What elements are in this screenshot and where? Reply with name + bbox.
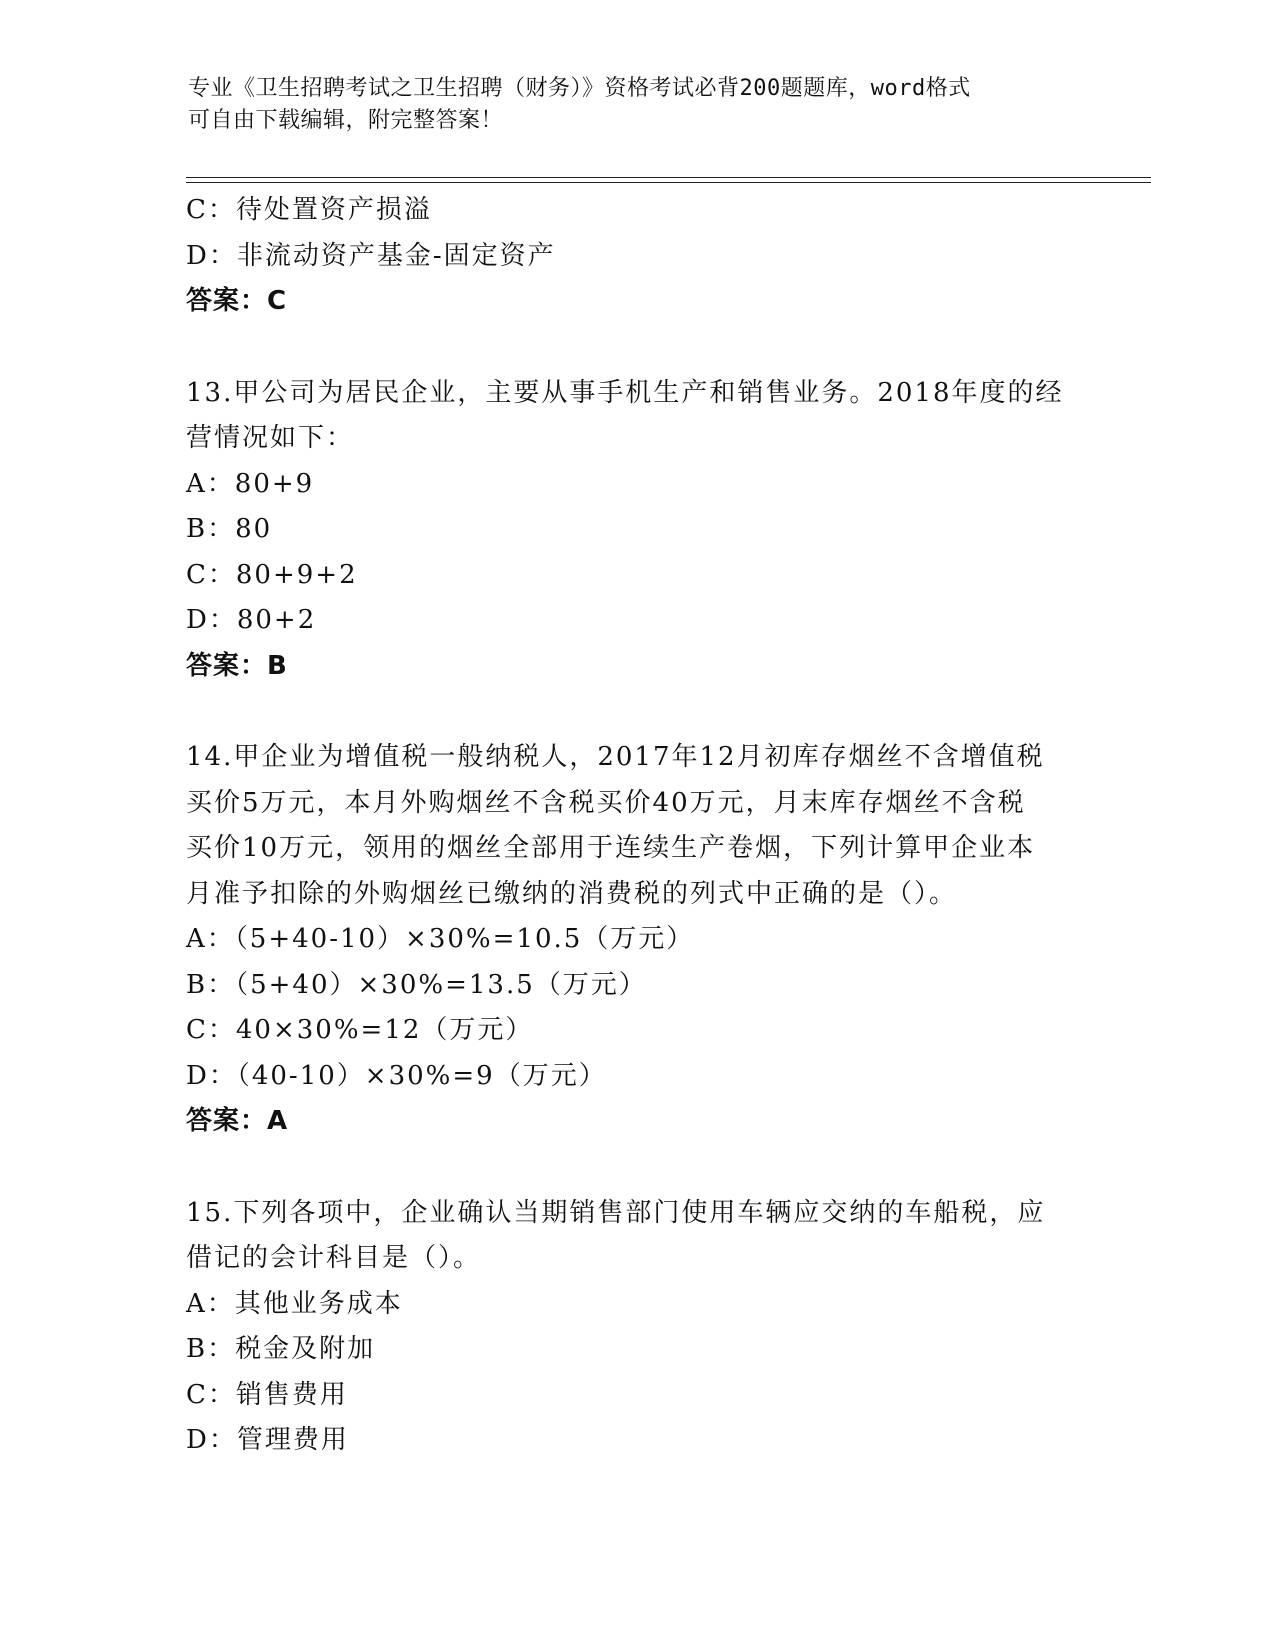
option-d: D：（40-10）×30%=9（万元） [186,1060,607,1091]
option-b: B：80 [186,514,273,544]
option-c: C：80+9+2 [186,559,358,590]
document-header [188,73,1068,137]
answer-label: 答案：A [186,1106,289,1136]
option-b: B：（5+40）×30%=13.5（万元） [186,969,647,1000]
header-divider-bottom [186,182,1151,183]
question-14-block [186,735,1086,1145]
option-c: C：待处置资产损溢 [186,195,432,225]
header-divider-top [186,177,1151,178]
answer-label: 答案：B [186,650,288,681]
question-stem: 营情况如下： [186,423,355,453]
option-a: A：其他业务成本 [186,1288,403,1319]
spacer [186,1145,1086,1191]
option-b: B：税金及附加 [186,1334,376,1364]
spacer [186,325,1086,371]
header-line-2: 可自由下载编辑，附完整答案！ [188,108,504,133]
question-stem: 买价5万元，本月外购烟丝不含税买价40万元，月末库存烟丝不含税 [186,787,1026,818]
option-d: D：管理费用 [186,1425,349,1455]
answer-label: 答案：C [186,286,288,316]
question-stem: 月准予扣除的外购烟丝已缴纳的消费税的列式中正确的是（）。 [186,878,958,909]
option-d: D：非流动资产基金-固定资产 [186,240,556,271]
question-stem: 买价10万元，领用的烟丝全部用于连续生产卷烟，下列计算甲企业本 [186,833,1036,863]
question-stem: 15.下列各项中，企业确认当期销售部门使用车辆应交纳的车船税，应 [186,1197,1046,1228]
question-stem: 14.甲企业为增值税一般纳税人，2017年12月初库存烟丝不含增值税 [186,742,1045,772]
question-15-block [186,1191,1086,1464]
option-c: C：40×30%=12（万元） [186,1015,534,1045]
option-a: A：80+9 [186,468,315,499]
option-c: C：销售费用 [186,1379,348,1410]
header-line-1: 专业《卫生招聘考试之卫生招聘（财务）》资格考试必背200题题库，word格式 [188,76,971,101]
option-a: A：（5+40-10）×30%=10.5（万元） [186,924,695,954]
spacer [186,689,1086,735]
question-13-block [186,371,1086,690]
question-content [186,188,1086,1464]
question-stem: 借记的会计科目是（）。 [186,1243,482,1273]
option-d: D：80+2 [186,605,317,635]
question-stem: 13.甲公司为居民企业，主要从事手机生产和销售业务。2018年度的经 [186,377,1064,408]
previous-question-block [186,188,1086,325]
